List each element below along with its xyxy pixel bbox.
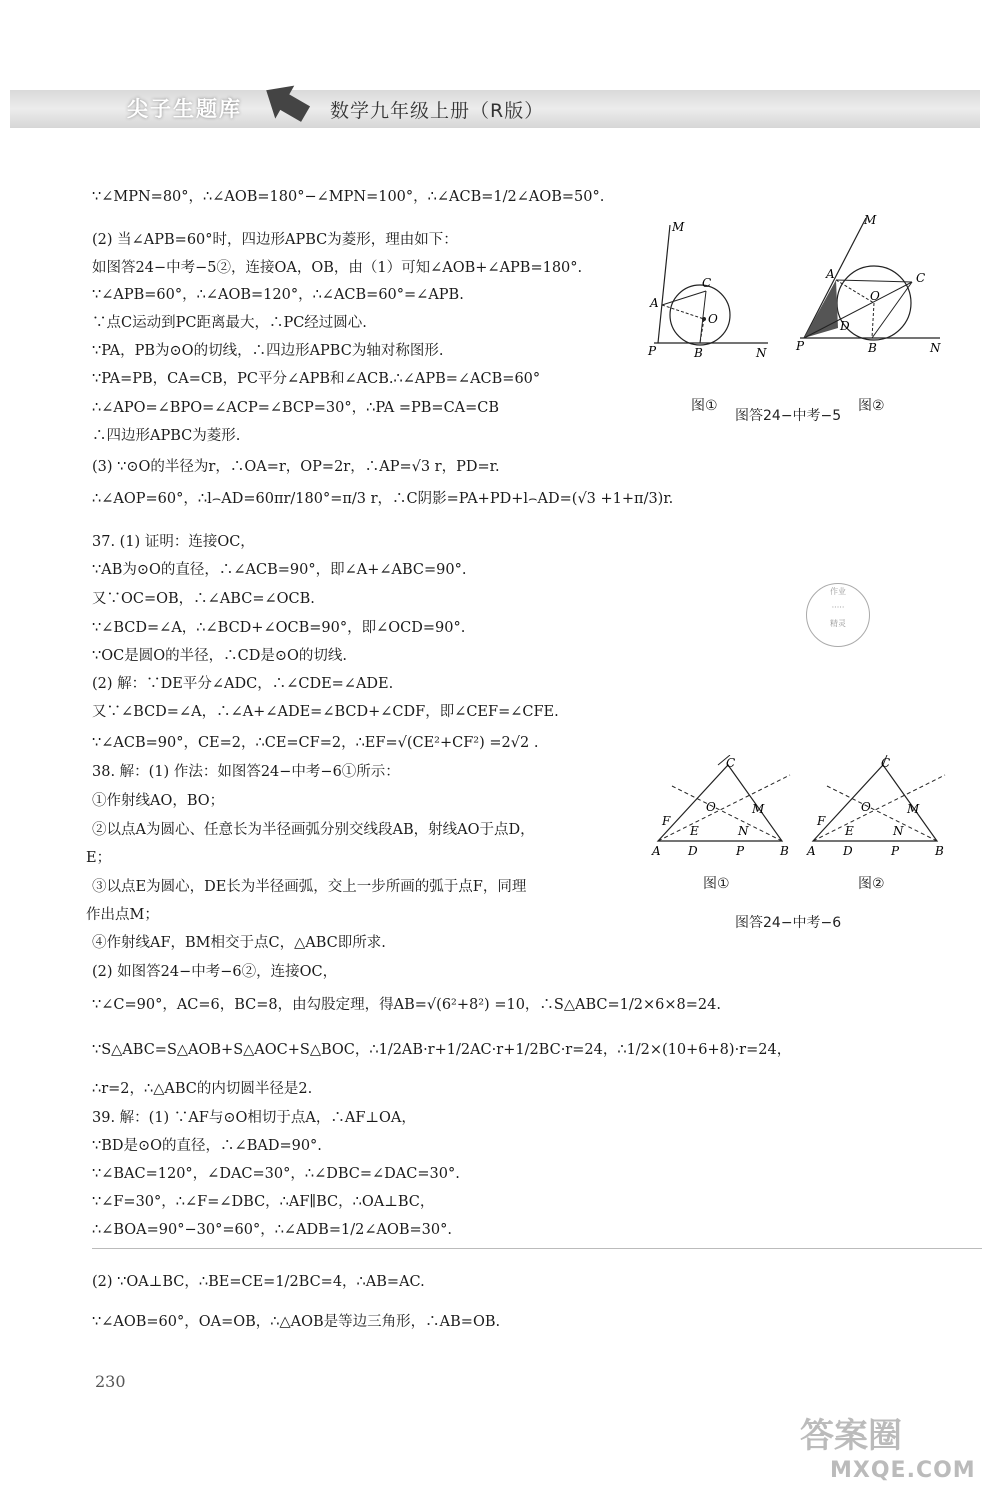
stamp-seal: 作业 ····· 精灵 bbox=[806, 583, 870, 647]
brand-title: 尖子生题库 bbox=[127, 97, 242, 121]
fig6-sub2: 图② bbox=[858, 876, 885, 892]
svg-text:A: A bbox=[807, 844, 816, 858]
solution-line: ∵AB为⊙O的直径，∴∠ACB=90°，即∠A+∠ABC=90°. bbox=[92, 562, 467, 578]
svg-text:N: N bbox=[756, 346, 767, 360]
svg-text:C: C bbox=[881, 756, 891, 770]
svg-text:F: F bbox=[662, 814, 671, 828]
solution-line: ③以点E为圆心，DE长为半径画弧，交上一步所画的弧于点F，同理 bbox=[92, 879, 527, 895]
svg-text:B: B bbox=[694, 346, 703, 360]
solution-line: ∵BD是⊙O的直径，∴∠BAD=90°. bbox=[92, 1138, 322, 1154]
solution-line: ∴∠AOP=60°，∴l⌢AD=60πr/180°=π/3 r，∴C阴影=PA+PD+l⌢AD=(√3 +1+π/3)r. bbox=[92, 491, 674, 507]
solution-line: ∵∠MPN=80°，∴∠AOB=180°−∠MPN=100°，∴∠ACB=1/2∠AOB=50°. bbox=[92, 189, 605, 205]
solution-line: ∴r=2，∴△ABC的内切圆半径是2. bbox=[92, 1081, 313, 1097]
solution-line: ∵OC是圆O的半径，∴CD是⊙O的切线. bbox=[92, 648, 347, 664]
svg-text:N: N bbox=[893, 824, 904, 838]
solution-line: 如图答24−中考−5②，连接OA，OB，由（1）可知∠AOB+∠APB=180°. bbox=[92, 260, 583, 276]
svg-text:B: B bbox=[868, 341, 877, 355]
solution-line: ∵∠BCD=∠A，∴∠BCD+∠OCB=90°，即∠OCD=90°. bbox=[92, 620, 466, 636]
solution-line: (2) 解：∵DE平分∠ADC，∴∠CDE=∠ADE. bbox=[92, 676, 394, 692]
svg-text:C: C bbox=[726, 756, 736, 770]
svg-text:D: D bbox=[688, 844, 698, 858]
solution-line: ④作射线AF，BM相交于点C，△ABC即所求. bbox=[92, 935, 386, 951]
svg-text:A: A bbox=[826, 267, 835, 281]
fig5-sub2: 图② bbox=[858, 398, 885, 414]
svg-text:O: O bbox=[870, 289, 880, 303]
solution-line: ②以点A为圆心、任意长为半径画弧分别交线段AB，射线AO于点D， bbox=[92, 822, 535, 838]
solution-line: ∴∠BOA=90°−30°=60°，∴∠ADB=1/2∠AOB=30°. bbox=[92, 1222, 452, 1238]
solution-line: (2) 如图答24−中考−6②，连接OC， bbox=[92, 964, 338, 980]
svg-text:E: E bbox=[690, 824, 699, 838]
svg-text:M: M bbox=[907, 802, 920, 816]
solution-line: ∵∠BAC=120°，∠DAC=30°，∴∠DBC=∠DAC=30°. bbox=[92, 1166, 460, 1182]
fig5-caption: 图答24−中考−5 bbox=[735, 408, 842, 424]
svg-text:N: N bbox=[930, 341, 941, 355]
fig5-sub1: 图① bbox=[691, 398, 718, 414]
svg-text:P: P bbox=[736, 844, 745, 858]
solution-line: ∵∠C=90°，AC=6，BC=8，由勾股定理，得AB=√(6²+8²) =10，∴S△ABC=1/2×6×8=24. bbox=[92, 997, 721, 1013]
solution-line: 37. (1) 证明：连接OC， bbox=[92, 534, 255, 550]
watermark-url: MXQE.COM bbox=[830, 1458, 976, 1483]
solution-line: 作出点M； bbox=[86, 907, 159, 923]
svg-text:P: P bbox=[891, 844, 900, 858]
solution-line: ∵点C运动到PC距离最大，∴PC经过圆心. bbox=[92, 315, 367, 331]
svg-text:P: P bbox=[648, 344, 657, 358]
solution-line: 又∵∠BCD=∠A，∴∠A+∠ADE=∠BCD+∠CDF，即∠CEF=∠CFE. bbox=[92, 704, 559, 720]
solution-line: ∴四边形APBC为菱形. bbox=[92, 428, 241, 444]
solution-line: (3) ∵⊙O的半径为r，∴OA=r，OP=2r，∴AP=√3 r，PD=r. bbox=[92, 459, 500, 475]
solution-line: ∵S△ABC=S△AOB+S△AOC+S△BOC，∴1/2AB·r+1/2AC·r+1/2BC·r=24，∴1/2×(10+6+8)·r=24， bbox=[92, 1042, 792, 1058]
page-number: 230 bbox=[95, 1372, 126, 1391]
figure-24-5-1 bbox=[640, 215, 780, 375]
svg-text:D: D bbox=[843, 844, 853, 858]
svg-text:B: B bbox=[780, 844, 789, 858]
solution-line: (2) 当∠APB=60°时，四边形APBC为菱形，理由如下： bbox=[92, 232, 458, 248]
svg-text:C: C bbox=[702, 276, 712, 290]
svg-text:E: E bbox=[845, 824, 854, 838]
solution-line: E； bbox=[86, 850, 112, 866]
solution-line: ∵PA，PB为⊙O的切线，∴四边形APBC为轴对称图形. bbox=[92, 343, 444, 359]
svg-text:F: F bbox=[817, 814, 826, 828]
svg-text:M: M bbox=[864, 213, 877, 227]
solution-line: 39. 解：(1) ∵AF与⊙O相切于点A，∴AF⊥OA， bbox=[92, 1110, 416, 1126]
svg-text:O: O bbox=[861, 800, 871, 814]
figure-24-5-2 bbox=[790, 210, 950, 380]
svg-text:A: A bbox=[650, 296, 659, 310]
svg-text:M: M bbox=[752, 802, 765, 816]
solution-line: ①作射线AO，BO； bbox=[92, 793, 225, 809]
svg-text:O: O bbox=[708, 312, 718, 326]
solution-line: (2) ∵OA⊥BC，∴BE=CE=1/2BC=4，∴AB=AC. bbox=[92, 1274, 425, 1290]
svg-text:O: O bbox=[706, 800, 716, 814]
solution-line: ∵∠F=30°，∴∠F=∠DBC，∴AF∥BC，∴OA⊥BC， bbox=[92, 1194, 435, 1210]
solution-line: ∵∠APB=60°，∴∠AOB=120°，∴∠ACB=60°=∠APB. bbox=[92, 287, 464, 303]
solution-line: ∵∠AOB=60°，OA=OB，∴△AOB是等边三角形，∴AB=OB. bbox=[92, 1314, 501, 1330]
solution-line: ∵PA=PB，CA=CB，PC平分∠APB和∠ACB.∴∠APB=∠ACB=60° bbox=[92, 371, 541, 387]
solution-line: 38. 解：(1) 作法：如图答24−中考−6①所示： bbox=[92, 764, 400, 780]
svg-text:B: B bbox=[935, 844, 944, 858]
svg-text:D: D bbox=[840, 319, 850, 333]
watermark-logo: 答案圈 bbox=[800, 1416, 902, 1456]
svg-text:P: P bbox=[796, 339, 805, 353]
book-title: 数学九年级上册（R版） bbox=[330, 100, 545, 122]
fig6-caption: 图答24−中考−6 bbox=[735, 915, 842, 931]
solution-line: ∴∠APO=∠BPO=∠ACP=∠BCP=30°，∴PA =PB=CA=CB bbox=[92, 400, 500, 416]
arrow-icon bbox=[258, 82, 314, 130]
solution-line: 又∵OC=OB，∴∠ABC=∠OCB. bbox=[92, 591, 315, 607]
figure-24-6-2 bbox=[805, 755, 955, 865]
figure-24-6-1 bbox=[650, 755, 800, 865]
svg-text:A: A bbox=[652, 844, 661, 858]
svg-text:N: N bbox=[738, 824, 749, 838]
svg-text:M: M bbox=[672, 220, 685, 234]
fig6-sub1: 图① bbox=[703, 876, 730, 892]
svg-text:C: C bbox=[916, 271, 926, 285]
solution-line: ∵∠ACB=90°，CE=2，∴CE=CF=2，∴EF=√(CE²+CF²) =2√2 . bbox=[92, 735, 539, 751]
section-divider bbox=[92, 1248, 982, 1249]
